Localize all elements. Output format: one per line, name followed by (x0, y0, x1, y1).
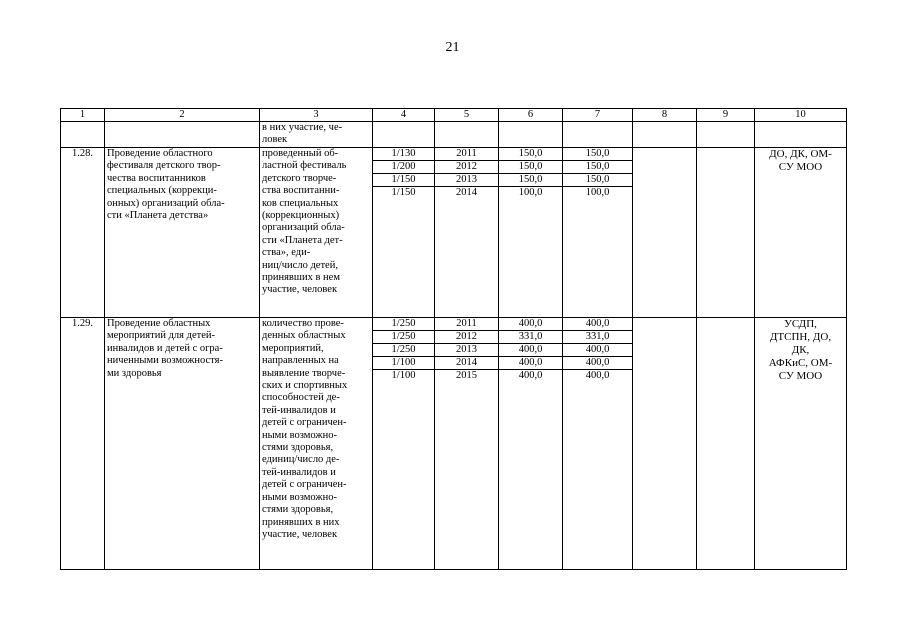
amount: 331,0 (563, 331, 632, 344)
text-line: Проведение областных (107, 318, 211, 329)
text-line: ниц/число детей, (262, 259, 338, 271)
year: 2011 (435, 148, 498, 161)
amounts-col7 (563, 318, 633, 570)
amount: 150,0 (563, 148, 632, 161)
text-line: сти «Планета детства» (107, 210, 209, 222)
amount: 400,0 (499, 357, 562, 370)
amount: 400,0 (563, 357, 632, 370)
text-line: сти «Планета дет- (262, 234, 343, 246)
text-line: проведенный об- (262, 148, 339, 159)
text-line: стями здоровья, (262, 442, 334, 454)
text-line: мероприятий для детей- (107, 330, 215, 342)
amount: 100,0 (585, 187, 610, 198)
cell (697, 122, 755, 148)
year: 2015 (456, 370, 477, 381)
text-line: способностей де- (262, 392, 340, 404)
text-line: ми здоровья (107, 367, 162, 379)
year: 2012 (435, 331, 498, 344)
program-table (60, 108, 847, 570)
text-line: принявших в нем (262, 272, 340, 284)
header-cell: 10 (755, 109, 847, 122)
text-line: чества воспитанников (107, 172, 206, 184)
year: 2014 (456, 187, 477, 198)
page-number: 21 (445, 40, 460, 55)
text-line: принявших в них (262, 516, 340, 528)
target-value: 1/130 (373, 148, 434, 161)
amount: 150,0 (499, 161, 562, 174)
text-line: СУ МОО (778, 370, 823, 382)
cell (697, 148, 755, 318)
table-row (61, 318, 847, 570)
target-value: 1/250 (373, 344, 434, 357)
text-line: ластной фестиваль (262, 160, 347, 172)
text-line: мероприятий, (262, 342, 324, 354)
header-cell: 6 (499, 109, 563, 122)
text-line: (коррекционных) (262, 210, 340, 222)
indicator (260, 148, 373, 318)
table-row (61, 148, 847, 318)
row-number: 1.28. (61, 148, 105, 318)
text-line: единиц/число де- (262, 454, 340, 466)
year: 2011 (435, 318, 498, 331)
text-line: СУ МОО (778, 161, 823, 173)
text-line: ными возможно- (262, 491, 337, 503)
text-line: в них участие, че- (262, 122, 343, 133)
amount: 150,0 (499, 148, 562, 161)
target-values (373, 148, 435, 318)
text-line: Проведение областного (107, 148, 213, 159)
years (435, 318, 499, 570)
year: 2013 (435, 344, 498, 357)
target-value: 1/250 (373, 318, 434, 331)
target-values (373, 318, 435, 570)
text-line: детского творче- (262, 172, 337, 184)
indicator (260, 318, 373, 570)
amount: 150,0 (563, 161, 632, 174)
event-name (105, 318, 260, 570)
cell (61, 122, 105, 148)
text-line: направленных на (262, 355, 339, 367)
target-value: 1/150 (373, 174, 434, 187)
text-line: стями здоровья, (262, 504, 334, 516)
target-value: 1/250 (373, 331, 434, 344)
text-line: ловек (262, 134, 288, 146)
text-line: организаций обла- (262, 222, 345, 234)
carry-over-indicator (260, 122, 373, 148)
header-row (61, 109, 847, 122)
amount: 150,0 (563, 174, 632, 187)
text-line: количество прове- (262, 318, 344, 329)
header-cell: 4 (373, 109, 435, 122)
amount: 100,0 (518, 187, 543, 198)
text-line: ниченными возможностя- (107, 355, 223, 367)
text-line: выявление творче- (262, 367, 346, 379)
text-line: участие, человек (262, 284, 338, 296)
text-line: специальных (коррекци- (107, 185, 217, 197)
header-cell: 1 (61, 109, 105, 122)
amount: 400,0 (585, 370, 610, 381)
responsible (755, 148, 847, 318)
header-cell: 7 (563, 109, 633, 122)
text-line: ДТСПН, ДО, (769, 331, 832, 343)
amount: 400,0 (563, 318, 632, 331)
text-line: фестиваля детского твор- (107, 160, 221, 172)
cell (755, 122, 847, 148)
cell (435, 122, 499, 148)
amounts-col6 (499, 318, 563, 570)
text-line: тей-инвалидов и (262, 404, 336, 416)
cell (499, 122, 563, 148)
target-value: 1/200 (373, 161, 434, 174)
text-line: детей с ограничен- (262, 417, 347, 429)
amounts-col6 (499, 148, 563, 318)
text-line: ДО, ДК, ОМ- (769, 148, 832, 160)
amount: 400,0 (499, 318, 562, 331)
text-line: ства», еди- (262, 247, 311, 259)
cell (633, 318, 697, 570)
cell (633, 122, 697, 148)
header-cell: 3 (260, 109, 373, 122)
amount: 400,0 (499, 344, 562, 357)
text-line: инвалидов и детей с огра- (107, 342, 223, 354)
amount: 150,0 (499, 174, 562, 187)
amount: 331,0 (499, 331, 562, 344)
year: 2014 (435, 357, 498, 370)
text-line: денных областных (262, 330, 346, 342)
header-cell: 9 (697, 109, 755, 122)
text-line: тей-инвалидов и (262, 466, 336, 478)
text-line: ДК, (791, 344, 810, 356)
years (435, 148, 499, 318)
text-line: АФКиС, ОМ- (768, 357, 833, 369)
row-number: 1.29. (61, 318, 105, 570)
responsible (755, 318, 847, 570)
text-line: онных) организаций обла- (107, 197, 225, 209)
cell (105, 122, 260, 148)
text-line: УСДП, (784, 318, 817, 330)
amounts-col7 (563, 148, 633, 318)
amount: 400,0 (563, 344, 632, 357)
event-name (105, 148, 260, 318)
header-cell: 2 (105, 109, 260, 122)
text-line: ских и спортивных (262, 380, 348, 392)
cell (633, 148, 697, 318)
amount: 400,0 (518, 370, 543, 381)
header-cell: 5 (435, 109, 499, 122)
year: 2013 (435, 174, 498, 187)
text-line: ков специальных (262, 197, 339, 209)
cell (563, 122, 633, 148)
target-value: 1/150 (391, 187, 416, 198)
year: 2012 (435, 161, 498, 174)
text-line: детей с ограничен- (262, 479, 347, 491)
text-line: участие, человек (262, 528, 338, 540)
text-line: ства воспитанни- (262, 185, 340, 197)
carry-over-row (61, 122, 847, 148)
cell (373, 122, 435, 148)
header-cell: 8 (633, 109, 697, 122)
target-value: 1/100 (391, 370, 416, 381)
text-line: ными возможно- (262, 429, 337, 441)
target-value: 1/100 (373, 357, 434, 370)
cell (697, 318, 755, 570)
